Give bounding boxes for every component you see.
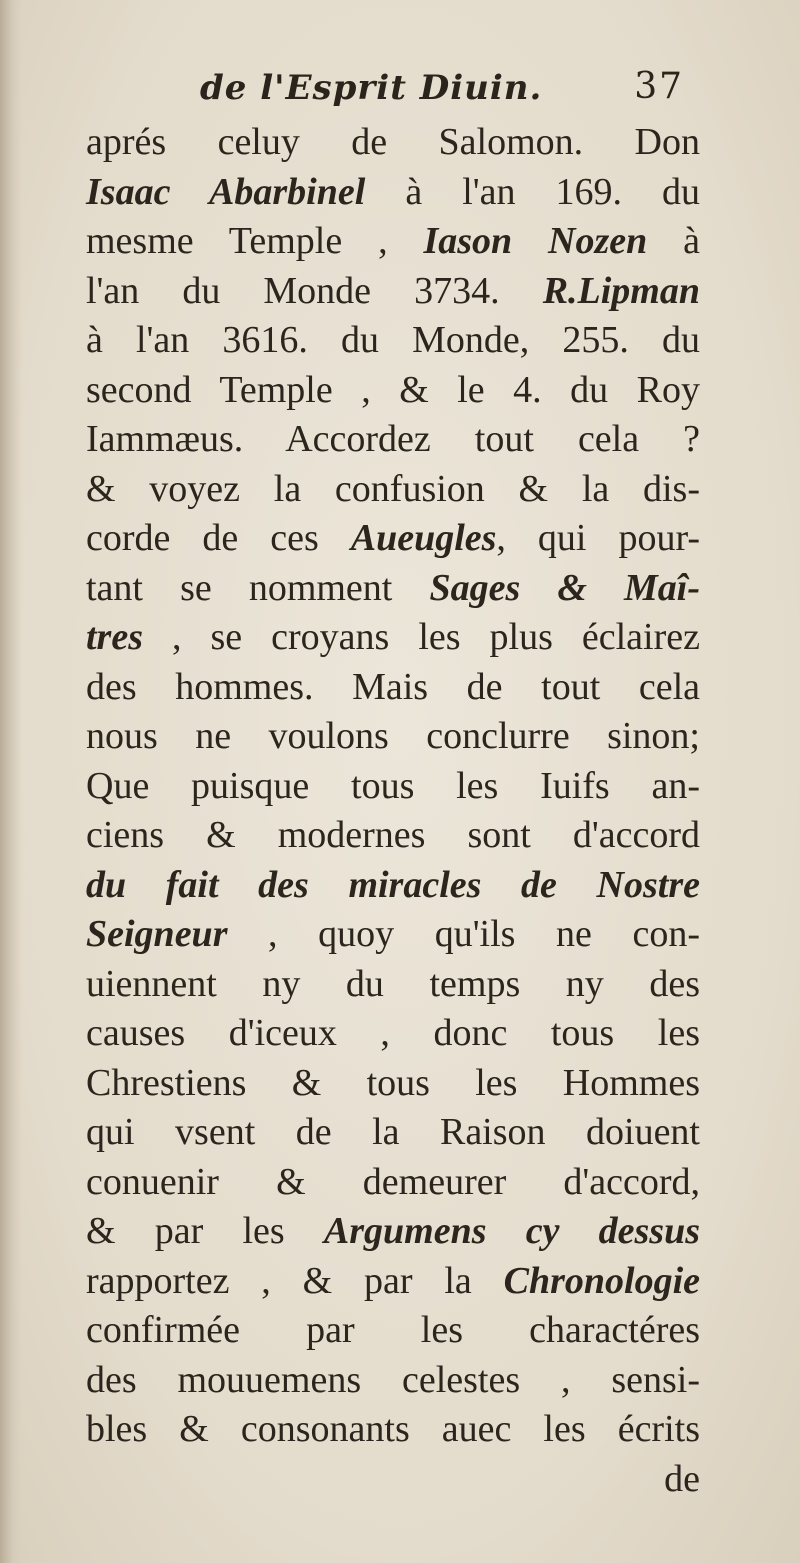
text-line [86,960,700,1010]
text-run: rapportez , & par la [86,1259,504,1302]
text-run: Iammæus. Accordez tout cela ? [86,418,700,460]
text-run: bles & consonants auec les écrits [86,1408,700,1450]
text-run: aprés celuy de Salomon. Don [86,121,700,163]
text-line [86,1306,700,1356]
body-text [86,118,700,1504]
italic-run: tres [86,616,143,658]
italic-run: Argumens cy dessus [323,1210,700,1252]
text-run: confirmée par les charactéres [86,1309,700,1351]
text-line [86,1059,700,1109]
italic-run: Iason Nozen [423,220,648,262]
text-run: de [664,1457,700,1500]
text-line [86,613,700,663]
text-line [86,861,700,911]
text-line [86,1405,700,1455]
text-line [86,1009,700,1059]
text-run: , quoy qu'ils ne con- [227,913,700,955]
text-run: Que puisque tous les Iuifs an- [86,764,700,807]
text-line [86,712,700,762]
text-run: qui vsent de la Raison doiuent [86,1111,700,1153]
text-line [86,762,700,812]
text-line [86,564,700,614]
text-line [86,663,700,713]
binding-shadow [0,0,22,1563]
italic-run: Aueugles [350,517,497,559]
text-line [86,1207,700,1257]
text-run: & voyez la confusion & la dis- [86,467,700,510]
text-run: uiennent ny du temps ny des [86,962,700,1005]
italic-run: R.Lipman [542,269,700,312]
text-run: corde de ces [86,517,351,559]
running-head [200,66,700,120]
italic-run: Isaac Abarbinel [86,170,366,213]
text-run: ciens & modernes sont d'accord [86,814,700,856]
text-line [86,316,700,366]
text-line [86,1455,700,1505]
text-run: à [647,220,700,262]
italic-run: Seigneur [86,913,228,955]
text-line [86,118,700,168]
text-run: l'an du Monde 3734. [86,269,543,312]
text-line [86,366,700,416]
text-run: Chrestiens & tous les Hommes [86,1061,700,1104]
text-run: des hommes. Mais de tout cela [86,665,700,708]
running-head-title: de l'Esprit Diuin. [200,68,543,108]
text-run: à l'an 3616. du Monde, 255. du [86,319,700,361]
italic-run: du fait des miracles de Nostre [86,863,700,906]
text-run: à l'an 169. du [365,170,700,213]
text-line [86,910,700,960]
text-line [86,465,700,515]
italic-run: Chronologie [503,1259,700,1302]
text-line [86,1108,700,1158]
text-run: conuenir & demeurer d'accord, [86,1160,700,1203]
text-line [86,1158,700,1208]
text-line [86,811,700,861]
text-line [86,168,700,218]
text-line [86,267,700,317]
text-run: second Temple , & le 4. du Roy [86,368,700,411]
text-run: & par les [86,1210,324,1252]
text-line [86,1257,700,1307]
text-line [86,1356,700,1406]
text-run: , qui pour- [496,517,700,559]
text-line [86,415,700,465]
text-line [86,217,700,267]
italic-run: Sages & Maî- [429,566,700,609]
page-number: 37 [634,66,684,107]
text-run: nous ne voulons conclurre sinon; [86,715,700,757]
text-run: mesme Temple , [86,220,424,262]
text-run: , se croyans les plus éclairez [143,616,700,658]
text-run: tant se nomment [86,566,430,609]
text-line [86,514,700,564]
text-run: causes d'iceux , donc tous les [86,1012,700,1054]
text-run: des mouuemens celestes , sensi- [86,1358,700,1401]
